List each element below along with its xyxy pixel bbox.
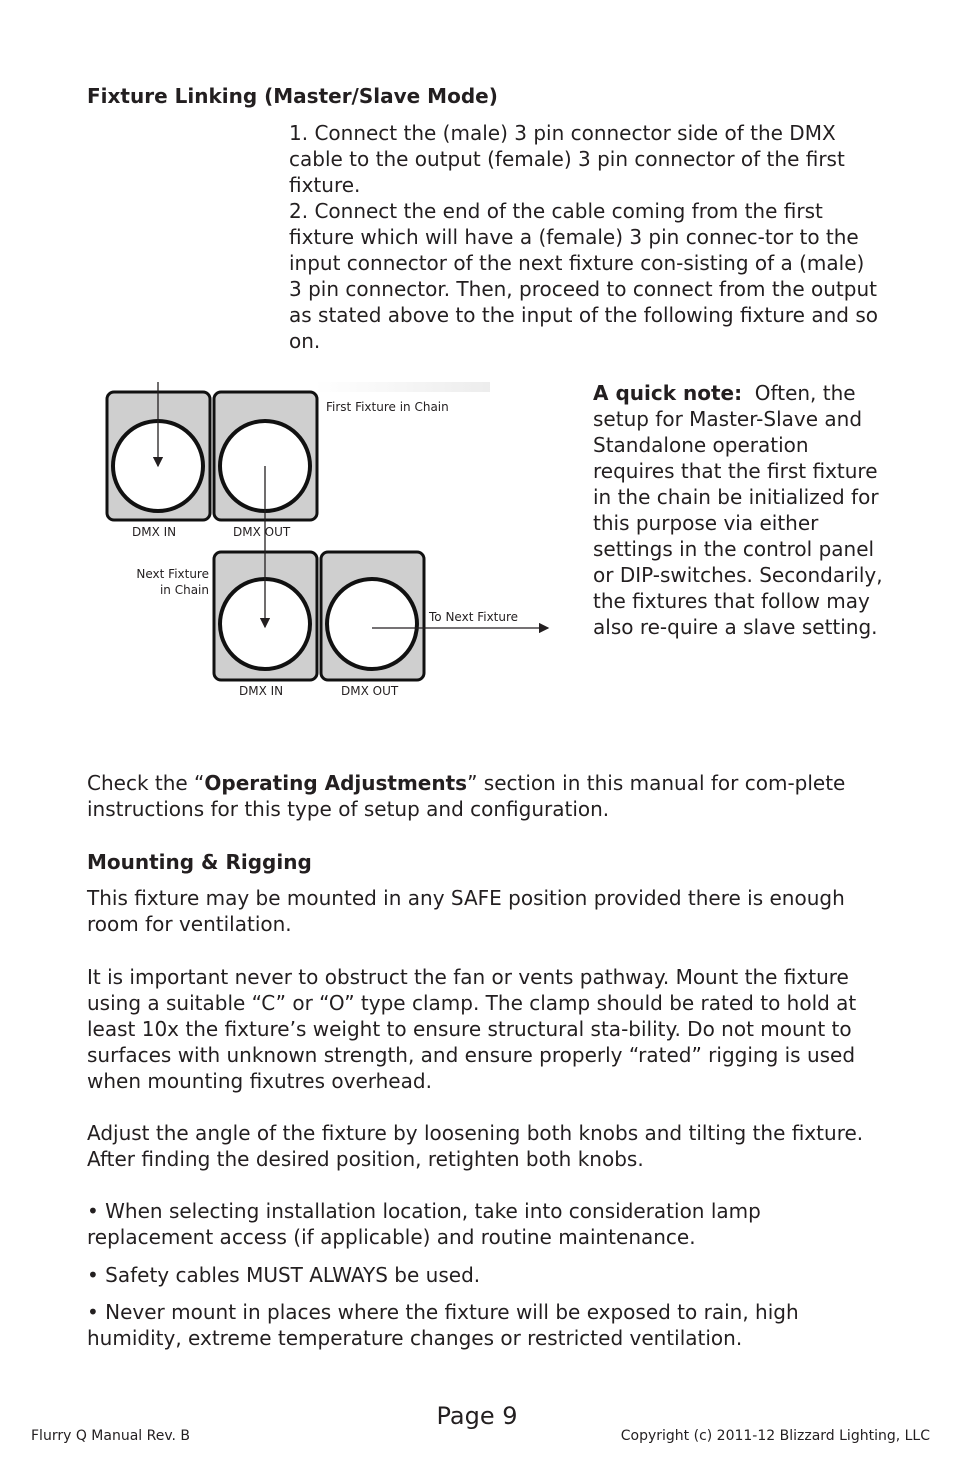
mounting-paragraph-2: It is important never to obstruct the fan or vents pathway. Mount the fixture using a suitable “C” or “O” type clamp. The clamp should be rated to hold at least 10x the fixture’s weight to ensure structural sta-bility. Do not mount to surfaces with unknown strength, and ensure properly “rated” rigging is used when mounting fixutres overhead.: [87, 965, 857, 1093]
operating-adjustments-ref: Operating Adjustments: [204, 771, 468, 795]
label-dmx-out-bottom: DMX OUT: [341, 684, 399, 698]
step-2: 2. Connect the end of the cable coming from the first fixture which will have a (female) 3 pin connec-tor to the input connector of the next fixture con-sisting of a (male) 3 pin connector. Then, proceed to connect from the output as stated above to the input of the following fixture and so on.: [289, 199, 878, 353]
linking-steps: [289, 120, 879, 354]
footer-manual-rev: Flurry Q Manual Rev. B: [31, 1428, 191, 1444]
label-first-fixture: First Fixture in Chain: [326, 400, 449, 414]
bullet-item-1: • When selecting installation location, take into consideration lamp replacement access (if applicable) and routine maintenance.: [87, 1199, 761, 1249]
section-heading-mounting: Mounting & Rigging: [87, 850, 312, 874]
shadow-strip: [315, 382, 490, 392]
label-next-fixture-2: in Chain: [159, 583, 209, 597]
check-paragraph: [87, 770, 877, 822]
label-dmx-in-bottom: DMX IN: [239, 684, 284, 698]
section-heading-linking: Fixture Linking (Master/Slave Mode): [87, 84, 498, 108]
label-dmx-in-top: DMX IN: [132, 525, 177, 539]
mounting-paragraph-3: Adjust the angle of the fixture by loosening both knobs and tilting the fixture. After finding the desired position, retighten both knobs.: [87, 1121, 864, 1171]
label-to-next: To Next Fixture: [429, 610, 519, 624]
bullet-item-3: • Never mount in places where the fixture will be exposed to rain, high humidity, extreme temperature changes or restricted ventilation.: [87, 1300, 799, 1350]
quick-note: [593, 380, 883, 640]
quick-note-text: Often, the setup for Master-Slave and Standalone operation requires that the first fixture in the chain be initialized for this purpose via either settings in the control panel or DIP-switches. Secondarily, the fixtures that follow may also re-quire a slave setting.: [593, 381, 883, 639]
dmx-linking-diagram: [100, 378, 570, 708]
connector-dmx-out-next: [321, 552, 424, 680]
mounting-paragraph-1: This fixture may be mounted in any SAFE position provided there is enough room for ventilation.: [87, 886, 845, 936]
page-number: Page 9: [436, 1402, 518, 1430]
quick-note-label: A quick note:: [593, 381, 743, 405]
footer-copyright: Copyright (c) 2011-12 Blizzard Lighting, LLC: [620, 1428, 930, 1444]
check-prefix: Check the “: [87, 771, 205, 795]
bullet-item-2: • Safety cables MUST ALWAYS be used.: [87, 1263, 481, 1287]
label-next-fixture-1: Next Fixture: [136, 567, 209, 581]
label-dmx-out-top: DMX OUT: [233, 525, 291, 539]
check-suffix: ” section in this manual for com-plete instructions for this type of setup and configuration.: [87, 771, 846, 821]
step-1: 1. Connect the (male) 3 pin connector side of the DMX cable to the output (female) 3 pin connector of the first fixture.: [289, 121, 845, 197]
